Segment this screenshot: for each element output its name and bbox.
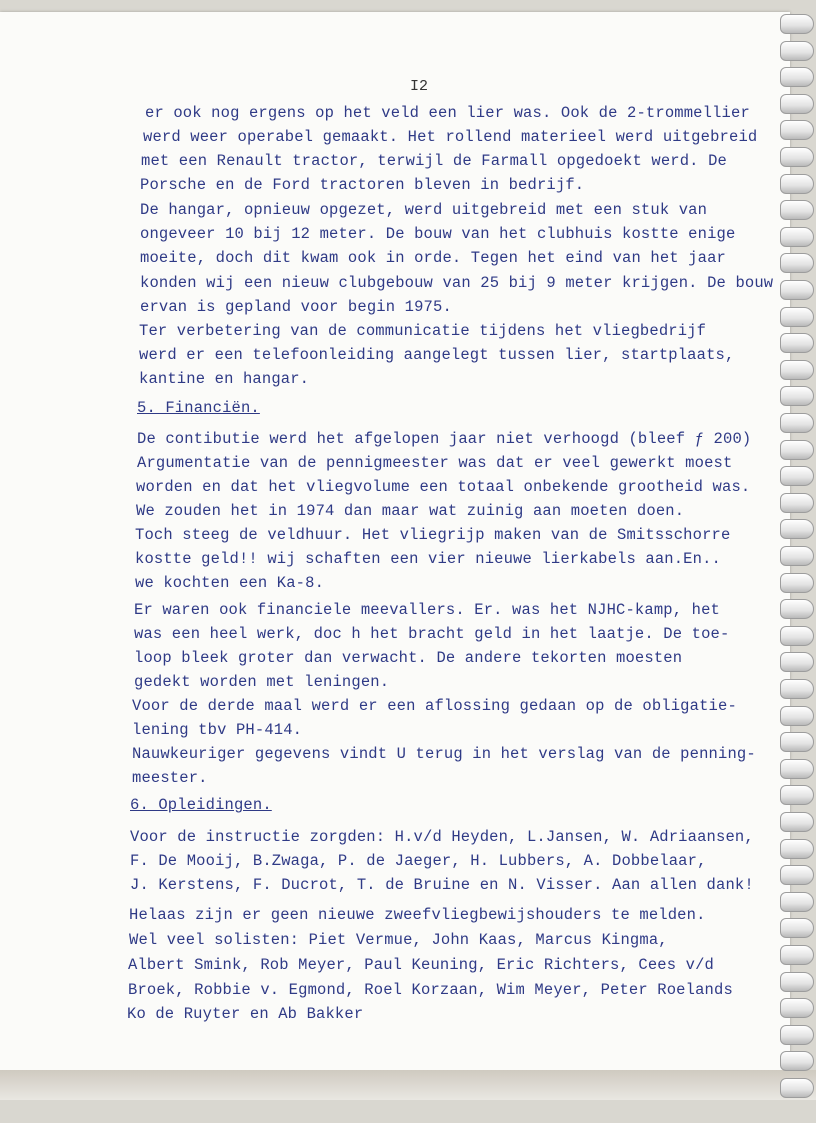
text-line: Wel veel solisten: Piet Vermue, John Kaas, Marcus Kingma, xyxy=(129,931,668,949)
page-number: I2 xyxy=(410,78,429,95)
text-line: konden wij een nieuw clubgebouw van 25 bij 9 meter krijgen. De bouw xyxy=(140,274,774,292)
text-line: Ter verbetering van de communicatie tijdens het vliegbedrijf xyxy=(139,322,707,340)
text-line: er ook nog ergens op het veld een lier was. Ook de 2-trommellier xyxy=(145,104,750,122)
text-line: gedekt worden met leningen. xyxy=(134,673,390,691)
text-line: F. De Mooij, B.Zwaga, P. de Jaeger, H. Lubbers, A. Dobbelaar, xyxy=(130,852,707,870)
text-line: Albert Smink, Rob Meyer, Paul Keuning, Eric Richters, Cees v/d xyxy=(128,956,714,974)
text-line: lening tbv PH-414. xyxy=(132,721,303,739)
text-line: Porsche en de Ford tractoren bleven in bedrijf. xyxy=(140,176,585,194)
binding-ring xyxy=(780,1078,814,1098)
text-line: Voor de instructie zorgden: H.v/d Heyden, L.Jansen, W. Adriaansen, xyxy=(130,828,754,846)
text-line: Toch steeg de veldhuur. Het vliegrijp maken van de Smitsschorre xyxy=(135,526,731,544)
text-line: Broek, Robbie v. Egmond, Roel Korzaan, Wim Meyer, Peter Roelands xyxy=(128,981,733,999)
text-line: meester. xyxy=(132,769,208,787)
text-line: J. Kerstens, F. Ducrot, T. de Bruine en N. Visser. Aan allen dank! xyxy=(130,876,754,894)
text-line: Voor de derde maal werd er een aflossing gedaan op de obligatie- xyxy=(132,697,737,715)
text-line: Nauwkeuriger gegevens vindt U terug in het verslag van de penning- xyxy=(132,745,756,763)
text-line: Er waren ook financiele meevallers. Er. was het NJHC-kamp, het xyxy=(134,601,720,619)
text-line: ervan is gepland voor begin 1975. xyxy=(140,298,452,316)
text-line: werd er een telefoonleiding aangelegt tussen lier, startplaats, xyxy=(139,346,735,364)
section-heading-opleidingen: 6. Opleidingen. xyxy=(130,796,272,814)
text-line: We zouden het in 1974 dan maar wat zuinig aan moeten doen. xyxy=(136,502,685,520)
text-line: loop bleek groter dan verwacht. De andere tekorten moesten xyxy=(134,649,683,667)
text-line: Helaas zijn er geen nieuwe zweefvliegbewijshouders te melden. xyxy=(129,906,706,924)
section-heading-financien: 5. Financiën. xyxy=(137,399,260,417)
text-line: kantine en hangar. xyxy=(139,370,310,388)
text-line: werd weer operabel gemaakt. Het rollend materieel werd uitgebreid xyxy=(143,128,758,146)
text-line: De contibutie werd het afgelopen jaar niet verhoogd (bleef ƒ 200) xyxy=(137,430,752,448)
text-line: Ko de Ruyter en Ab Bakker xyxy=(127,1005,364,1023)
text-line: kostte geld!! wij schaften een vier nieuwe lierkabels aan.En.. xyxy=(135,550,721,568)
text-line: worden en dat het vliegvolume een totaal onbekende grootheid was. xyxy=(136,478,751,496)
text-line: met een Renault tractor, terwijl de Farmall opgedoekt werd. De xyxy=(141,152,727,170)
text-line: Argumentatie van de pennigmeester was dat er veel gewerkt moest xyxy=(137,454,733,472)
text-line: we kochten een Ka-8. xyxy=(135,574,325,592)
page-bottom-edge xyxy=(0,1070,816,1100)
text-line: ongeveer 10 bij 12 meter. De bouw van het clubhuis kostte enige xyxy=(140,225,736,243)
text-line: was een heel werk, doc h het bracht geld in het laatje. De toe- xyxy=(134,625,730,643)
text-line: De hangar, opnieuw opgezet, werd uitgebreid met een stuk van xyxy=(140,201,708,219)
text-line: moeite, doch dit kwam ook in orde. Tegen het eind van het jaar xyxy=(140,249,726,267)
